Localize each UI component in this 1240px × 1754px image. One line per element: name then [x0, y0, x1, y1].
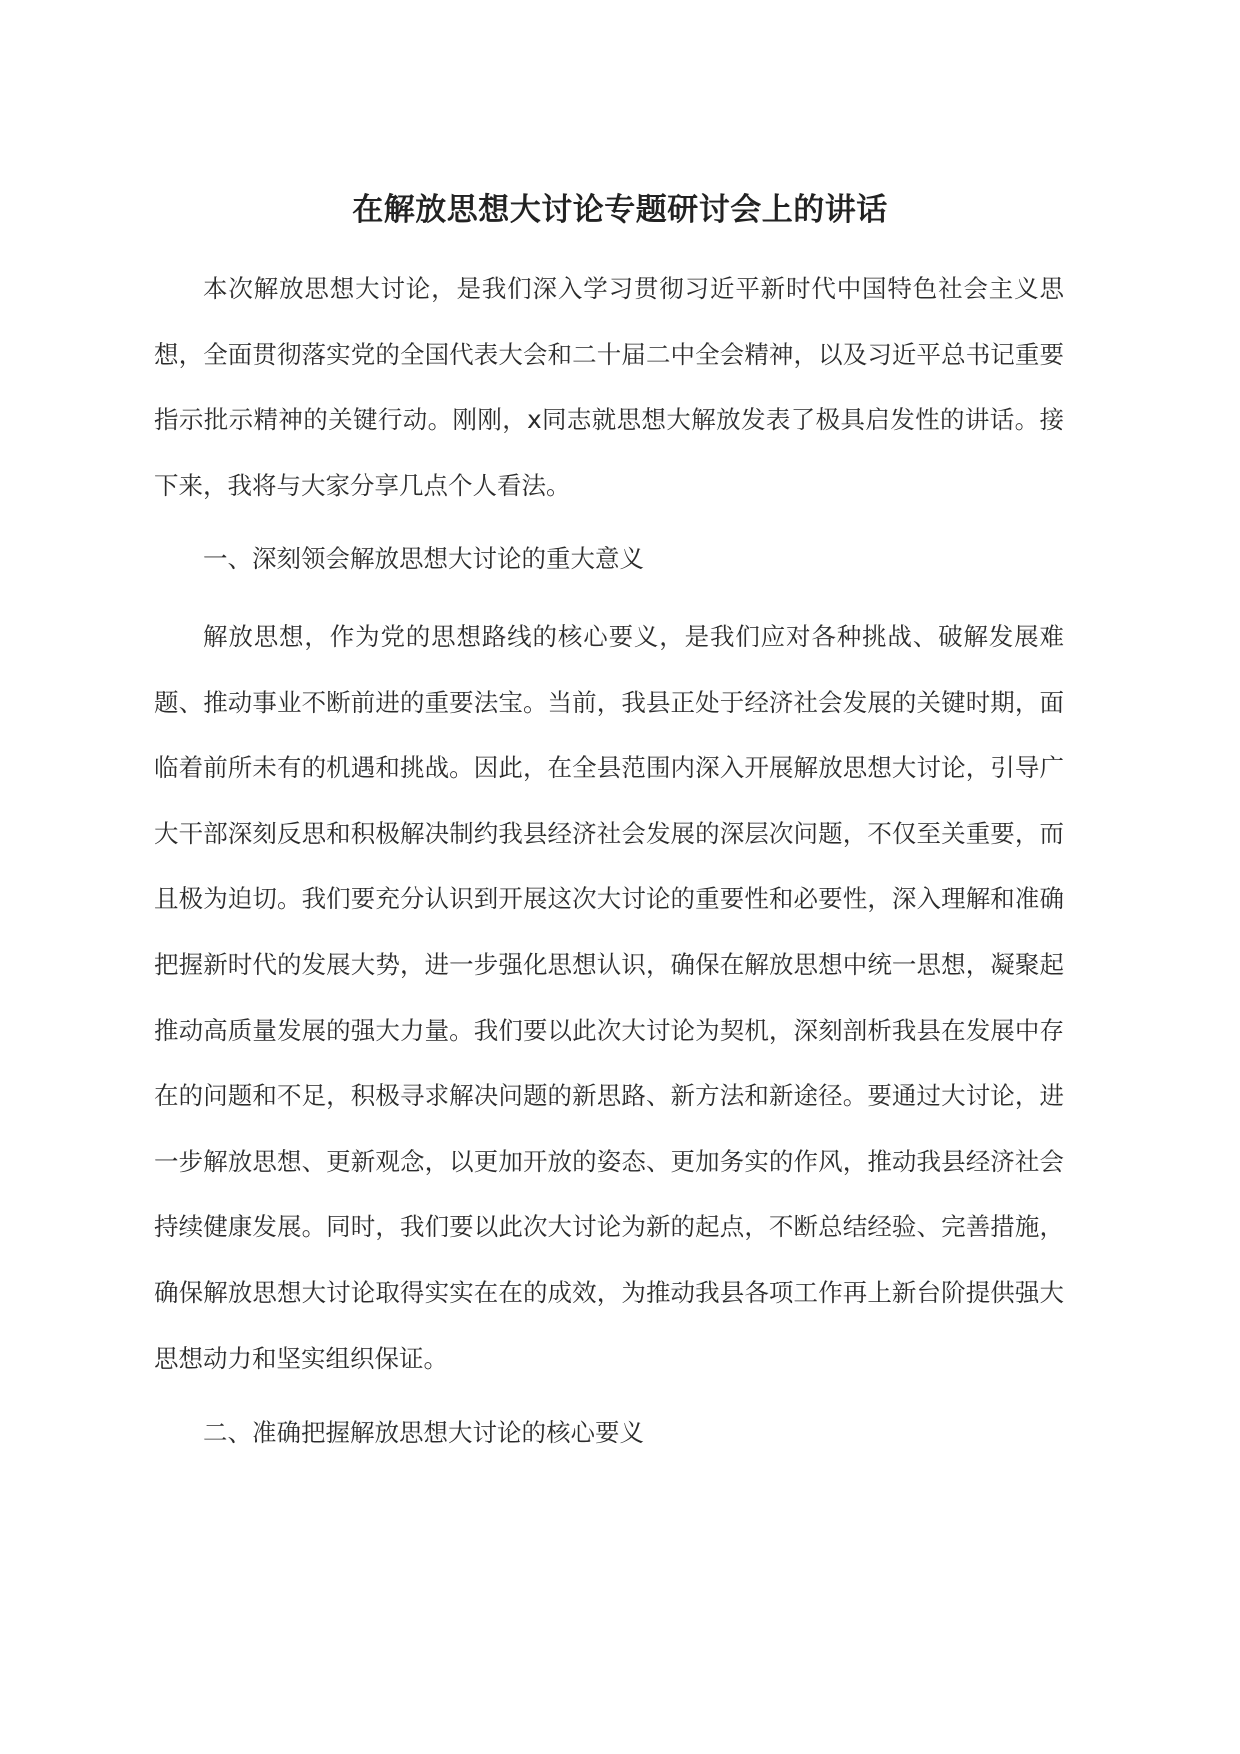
- document-title: 在解放思想大讨论专题研讨会上的讲话: [352, 192, 888, 228]
- section-heading-1: 一、深刻领会解放思想大讨论的重大意义: [203, 544, 644, 573]
- intro-paragraph: 本次解放思想大讨论，是我们深入学习贯彻习近平新时代中国特色社会主义思想，全面贯彻落实党的全国代表大会和二十届二中全会精神，以及习近平总书记重要指示批示精神的关键行动。刚刚，x同志就思想大解放发表了极具启发性的讲话。接下来，我将与大家分享几点个人看法。: [154, 274, 1064, 500]
- section-heading-2: 二、准确把握解放思想大讨论的核心要义: [203, 1418, 644, 1447]
- section-1-paragraph: 解放思想，作为党的思想路线的核心要义，是我们应对各种挑战、破解发展难题、推动事业不断前进的重要法宝。当前，我县正处于经济社会发展的关键时期，面临着前所未有的机遇和挑战。因此，在全县范围内深入开展解放思想大讨论，引导广大干部深刻反思和积极解决制约我县经济社会发展的深层次问题，不仅至关重要，而且极为迫切。我们要充分认识到开展这次大讨论的重要性和必要性，深入理解和准确把握新时代的发展大势，进一步强化思想认识，确保在解放思想中统一思想，凝聚起推动高质量发展的强大力量。我们要以此次大讨论为契机，深刻剖析我县在发展中存在的问题和不足，积极寻求解决问题的新思路、新方法和新途径。要通过大讨论，进一步解放思想、更新观念，以更加开放的姿态、更加务实的作风，推动我县经济社会持续健康发展。同时，我们要以此次大讨论为新的起点，不断总结经验、完善措施，确保解放思想大讨论取得实实在在的成效，为推动我县各项工作再上新台阶提供强大思想动力和坚实组织保证。: [154, 622, 1064, 1373]
